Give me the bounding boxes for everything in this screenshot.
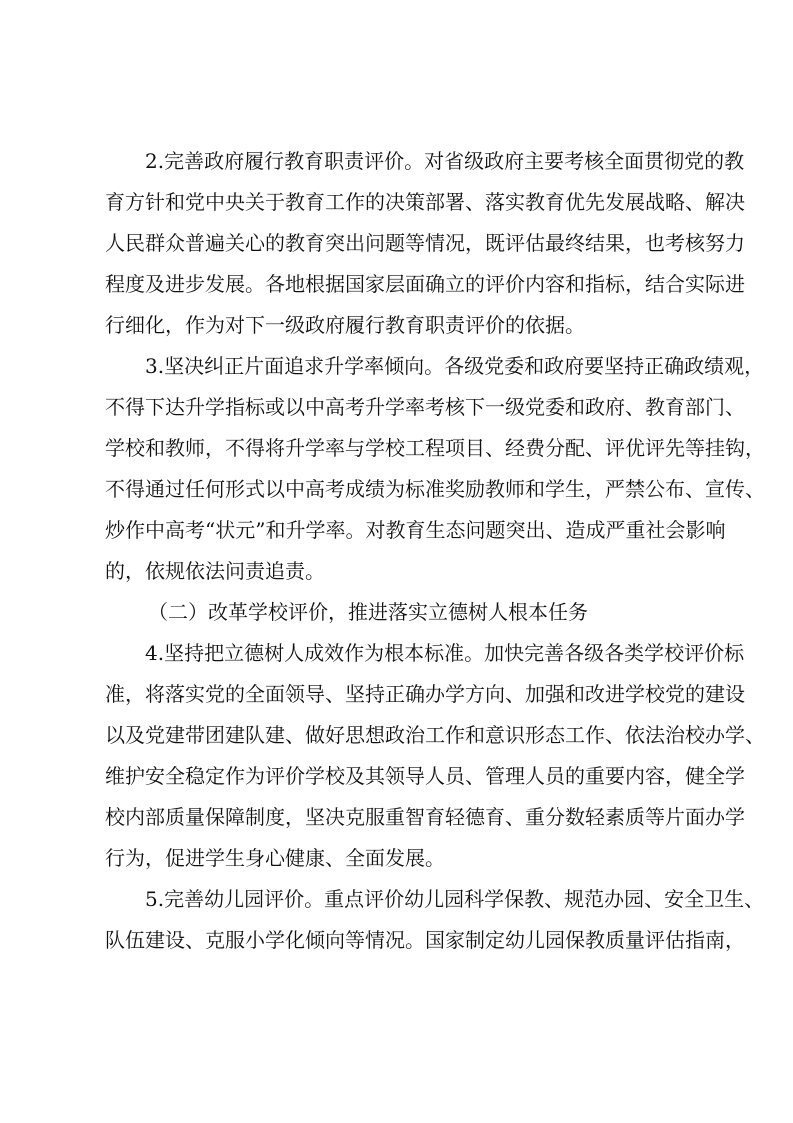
paragraph-2-line-2: 育方针和党中央关于教育工作的决策部署、落实教育优先发展战略、解决 bbox=[105, 190, 745, 214]
paragraph-4-line-1: 4.坚持把立德树人成效作为根本标准。加快完善各级各类学校评价标 bbox=[145, 641, 745, 665]
paragraph-3-line-2: 不得下达升学指标或以中高考升学率考核下一级党委和政府、教育部门、 bbox=[105, 395, 745, 419]
paragraph-4-line-2: 准，将落实党的全面领导、坚持正确办学方向、加强和改进学校党的建设 bbox=[105, 682, 745, 706]
paragraph-4-line-3: 以及党建带团建队建、做好思想政治工作和意识形态工作、依法治校办学、 bbox=[105, 723, 765, 747]
paragraph-3-line-3: 学校和教师，不得将升学率与学校工程项目、经费分配、评优评先等挂钩， bbox=[105, 436, 765, 460]
paragraph-2-line-5: 行细化，作为对下一级政府履行教育职责评价的依据。 bbox=[105, 313, 585, 337]
paragraph-3-line-1: 3.坚决纠正片面追求升学率倾向。各级党委和政府要坚持正确政绩观， bbox=[145, 354, 765, 378]
paragraph-2-line-3: 人民群众普遍关心的教育突出问题等情况，既评估最终结果，也考核努力 bbox=[105, 231, 745, 255]
paragraph-5-line-1: 5.完善幼儿园评价。重点评价幼儿园科学保教、规范办园、安全卫生、 bbox=[145, 887, 765, 911]
paragraph-4-line-4: 维护安全稳定作为评价学校及其领导人员、管理人员的重要内容，健全学 bbox=[105, 764, 745, 788]
paragraph-4-line-6: 行为，促进学生身心健康、全面发展。 bbox=[105, 846, 445, 870]
paragraph-2-line-1: 2.完善政府履行教育职责评价。对省级政府主要考核全面贯彻党的教 bbox=[145, 149, 745, 173]
paragraph-4-line-5: 校内部质量保障制度，坚决克服重智育轻德育、重分数轻素质等片面办学 bbox=[105, 805, 745, 829]
paragraph-5-line-2: 队伍建设、克服小学化倾向等情况。国家制定幼儿园保教质量评估指南， bbox=[105, 928, 745, 952]
paragraph-2-line-4: 程度及进步发展。各地根据国家层面确立的评价内容和指标，结合实际进 bbox=[105, 272, 745, 296]
paragraph-3-line-4: 不得通过任何形式以中高考成绩为标准奖励教师和学生，严禁公布、宣传、 bbox=[105, 477, 765, 501]
section-heading: （二）改革学校评价，推进落实立德树人根本任务 bbox=[148, 600, 588, 624]
paragraph-3-line-6: 的，依规依法问责追责。 bbox=[105, 559, 325, 583]
paragraph-3-line-5: 炒作中高考“状元”和升学率。对教育生态问题突出、造成严重社会影响 bbox=[105, 518, 726, 542]
